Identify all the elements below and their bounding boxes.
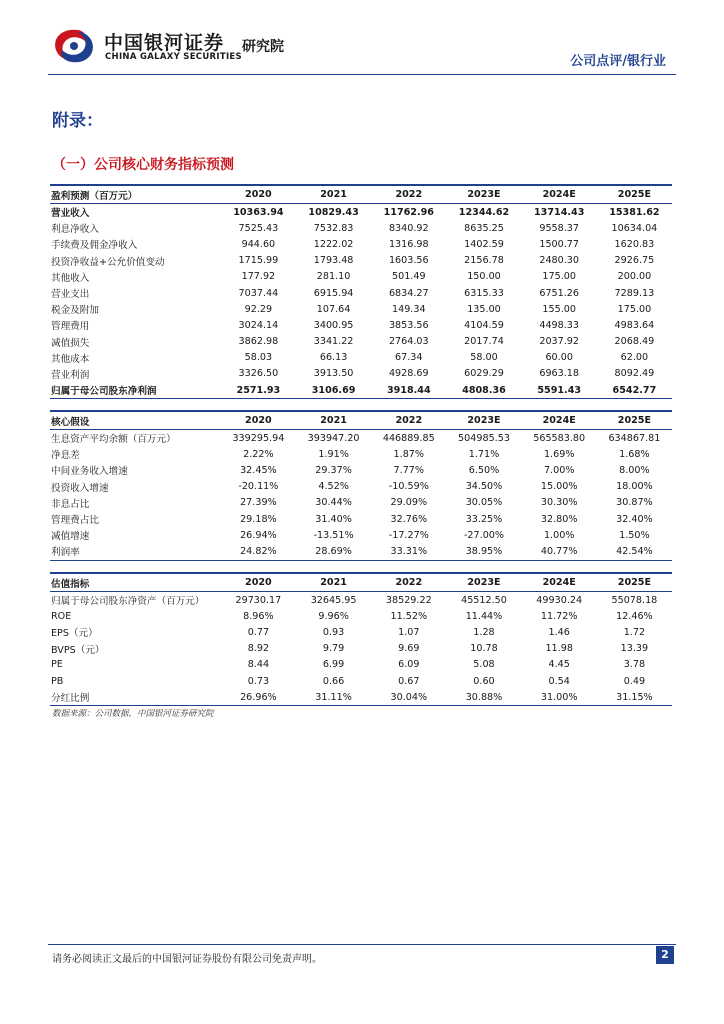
footer-divider [48, 944, 676, 945]
row-label: 减值增速 [51, 531, 90, 543]
cell: 2.22% [243, 448, 274, 460]
row-label: 投资收入增速 [51, 482, 109, 494]
cell: 9.69 [398, 643, 420, 655]
cell: 3024.14 [238, 319, 279, 331]
cell: 26.94% [240, 529, 277, 541]
cell: 8.96% [243, 610, 274, 622]
header-cell: 2023E [467, 577, 501, 588]
row-label: 分红比例 [51, 693, 90, 705]
cell: 11.52% [390, 610, 428, 622]
cell: 32.45% [240, 464, 277, 476]
row-label: ROE [51, 610, 72, 622]
cell: 24.82% [240, 545, 277, 557]
row-label: 利润率 [51, 547, 80, 559]
header-cell: 2021 [320, 577, 347, 588]
table-row [50, 446, 672, 462]
cell: 2017.74 [464, 336, 504, 348]
header-cell: 盈利预测（百万元） [51, 190, 138, 202]
header-cell: 2021 [320, 415, 347, 426]
cell: 3.78 [623, 659, 646, 671]
cell: 175.00 [542, 271, 576, 283]
cell: 29730.17 [235, 594, 282, 606]
cell: 31.11% [315, 691, 352, 703]
cell: 30.88% [465, 691, 503, 703]
cell: -17.27% [388, 529, 429, 541]
cell: 30.05% [465, 497, 503, 509]
cell: 12.46% [616, 610, 653, 622]
row-label: 管理费占比 [51, 515, 99, 527]
table-row [50, 673, 672, 689]
cell: 6542.77 [612, 384, 657, 396]
cell: 1.68% [619, 448, 650, 460]
cell: 1222.02 [313, 238, 354, 250]
cell: 393947.20 [307, 432, 360, 444]
table-row [50, 624, 672, 640]
cell: 2926.75 [614, 255, 655, 267]
cell: 33.25% [465, 513, 503, 525]
row-label: 其他成本 [51, 353, 90, 365]
cell: 6.99 [322, 659, 345, 671]
table-row [50, 301, 672, 317]
cell: 0.67 [398, 675, 420, 687]
cell: 8092.49 [614, 368, 655, 380]
cell: 1603.56 [388, 255, 429, 267]
cell: 38.95% [465, 545, 503, 557]
cell: 66.13 [319, 352, 348, 364]
cell: 135.00 [467, 303, 501, 315]
cell: 3862.98 [238, 336, 279, 348]
cell: 3853.56 [388, 319, 429, 331]
cell: 28.69% [315, 545, 352, 557]
institute-label: 研究院 [242, 39, 284, 55]
cell: 8340.92 [388, 222, 429, 234]
cell: 32.40% [616, 513, 653, 525]
header-cell: 2022 [395, 577, 423, 588]
core-assumptions-table [50, 410, 672, 561]
table-row [50, 511, 672, 527]
cell: 1.46 [548, 626, 570, 638]
cell: 67.34 [395, 352, 423, 364]
table-row [50, 527, 672, 543]
table-row [50, 479, 672, 495]
cell: 58.00 [470, 352, 498, 364]
cell: 15381.62 [609, 206, 660, 218]
cell: 7532.83 [313, 222, 354, 234]
table-row [50, 366, 672, 382]
table-row [50, 236, 672, 252]
cell: 6915.94 [313, 287, 354, 299]
cell: 4983.64 [614, 319, 655, 331]
brand-name-en: CHINA GALAXY SECURITIES [105, 52, 242, 62]
cell: 32.80% [540, 513, 578, 525]
cell: 1.00% [543, 529, 575, 541]
header-cell: 2022 [395, 189, 423, 200]
cell: 1.28 [473, 626, 495, 638]
cell: 175.00 [617, 303, 652, 315]
cell: 1793.48 [313, 255, 354, 267]
cell: 155.00 [542, 303, 576, 315]
table-row [50, 269, 672, 285]
cell: 6.09 [398, 659, 420, 671]
row-label: 投资净收益+公允价值变动 [51, 256, 165, 268]
cell: 1.91% [318, 448, 349, 460]
table-row [50, 317, 672, 333]
cell: 12344.62 [458, 206, 510, 218]
row-label: BVPS（元） [51, 644, 105, 656]
cell: 1402.59 [464, 238, 504, 250]
cell: 31.40% [315, 513, 352, 525]
cell: 6834.27 [388, 287, 429, 299]
brand-name-cn: 中国银河证券 [104, 32, 225, 54]
cell: 7289.13 [614, 287, 655, 299]
cell: 4.45 [548, 659, 570, 671]
header-cell: 2020 [245, 577, 272, 588]
cell: 1.69% [543, 448, 575, 460]
cell: 200.00 [617, 271, 652, 283]
cell: -20.11% [238, 481, 279, 493]
cell: 1620.83 [614, 238, 655, 250]
cell: 15.00% [540, 481, 578, 493]
header-cell: 2024E [542, 577, 576, 588]
header-divider [48, 74, 676, 75]
table-row [50, 592, 672, 608]
cell: 10829.43 [308, 206, 359, 218]
cell: 13714.43 [534, 206, 585, 218]
cell: 11.72% [540, 610, 578, 622]
profit-forecast-table [50, 184, 672, 399]
cell: 6963.18 [539, 368, 580, 380]
cell: 5591.43 [537, 384, 582, 396]
cell: -13.51% [313, 529, 354, 541]
cell: 0.49 [623, 675, 646, 687]
cell: 29.09% [390, 497, 428, 509]
cell: 5.08 [473, 659, 495, 671]
cell: 1316.98 [388, 238, 429, 250]
cell: 9.79 [322, 643, 345, 655]
report-category: 公司点评/银行业 [570, 54, 666, 69]
data-source-note: 数据来源：公司数据，中国银河证券研究院 [52, 709, 214, 719]
cell: 11.44% [465, 610, 503, 622]
row-label: PE [51, 659, 63, 671]
cell: 149.34 [392, 303, 426, 315]
row-label: 税金及附加 [51, 305, 99, 317]
cell: 634867.81 [608, 432, 661, 444]
cell: 339295.94 [232, 432, 285, 444]
header-cell: 核心假设 [51, 416, 90, 428]
cell: 11762.96 [383, 206, 434, 218]
cell: 45512.50 [461, 594, 507, 606]
cell: 1.87% [393, 448, 425, 460]
cell: 0.77 [247, 626, 270, 638]
cell: 42.54% [616, 545, 653, 557]
cell: 2037.92 [539, 336, 580, 348]
cell: 7037.44 [238, 287, 279, 299]
cell: 3400.95 [313, 319, 354, 331]
cell: 49930.24 [536, 594, 583, 606]
cell: 62.00 [620, 352, 649, 364]
cell: -27.00% [463, 529, 505, 541]
cell: 4808.36 [462, 384, 506, 396]
cell: 7.00% [543, 464, 575, 476]
cell: 0.93 [322, 626, 345, 638]
cell: 18.00% [616, 481, 653, 493]
cell: 7525.43 [238, 222, 279, 234]
cell: 4104.59 [464, 319, 504, 331]
cell: 501.49 [392, 271, 426, 283]
cell: 2156.78 [464, 255, 504, 267]
table-row [50, 689, 672, 706]
header-cell: 2025E [617, 577, 652, 588]
cell: 1.07 [398, 626, 420, 638]
table-row [50, 495, 672, 511]
cell: 1.71% [468, 448, 500, 460]
valuation-table [50, 572, 672, 706]
cell: 1500.77 [539, 238, 580, 250]
row-label: 归属于母公司股东净利润 [51, 386, 157, 398]
cell: 565583.80 [533, 432, 586, 444]
header-cell: 估值指标 [51, 578, 90, 590]
cell: 10363.94 [233, 206, 284, 218]
cell: 32645.95 [310, 594, 357, 606]
cell: 10634.04 [611, 222, 658, 234]
row-label: 生息资产平均余额（百万元） [51, 434, 176, 446]
row-label: 减值损失 [51, 337, 90, 349]
cell: 29.18% [240, 513, 277, 525]
cell: 10.78 [470, 643, 498, 655]
cell: 11.98 [545, 643, 573, 655]
table-row [50, 253, 672, 269]
cell: 4498.33 [539, 319, 580, 331]
cell: 6315.33 [464, 287, 504, 299]
header-cell: 2023E [467, 189, 501, 200]
cell: 8635.25 [464, 222, 504, 234]
table-row [50, 285, 672, 301]
header-cell: 2022 [395, 415, 423, 426]
cell: 4928.69 [388, 368, 429, 380]
header-cell: 2024E [542, 415, 576, 426]
cell: 32.76% [390, 513, 428, 525]
galaxy-logo-icon [48, 24, 100, 68]
page-number: 2 [656, 946, 674, 964]
header-cell: 2020 [245, 415, 272, 426]
cell: 0.73 [247, 675, 270, 687]
cell: 26.96% [240, 691, 277, 703]
cell: 6029.29 [464, 368, 504, 380]
cell: 3341.22 [313, 336, 354, 348]
cell: 60.00 [545, 352, 573, 364]
cell: 0.54 [548, 675, 570, 687]
cell: 504985.53 [458, 432, 510, 444]
cell: 31.15% [616, 691, 653, 703]
cell: 40.77% [540, 545, 578, 557]
header-cell: 2025E [617, 189, 652, 200]
row-label: 非息占比 [51, 498, 90, 510]
cell: 3918.44 [386, 384, 431, 396]
cell: 29.37% [315, 464, 352, 476]
table-row [50, 382, 672, 399]
appendix-title: 附录： [52, 111, 103, 131]
cell: 30.04% [390, 691, 428, 703]
cell: 150.00 [467, 271, 501, 283]
header-cell: 2021 [320, 189, 347, 200]
cell: 8.44 [247, 659, 270, 671]
cell: 0.66 [322, 675, 345, 687]
cell: 4.52% [318, 481, 349, 493]
table-row [50, 430, 672, 446]
cell: 0.60 [473, 675, 495, 687]
cell: 177.92 [241, 271, 276, 283]
cell: 7.77% [393, 464, 425, 476]
cell: 38529.22 [385, 594, 432, 606]
header-cell: 2020 [245, 189, 272, 200]
row-label: 营业支出 [51, 289, 90, 301]
cell: 30.44% [315, 497, 352, 509]
cell: 281.10 [316, 271, 351, 283]
cell: 2480.30 [539, 255, 580, 267]
cell: 6.50% [468, 464, 500, 476]
cell: 58.03 [244, 352, 273, 364]
cell: 1.72 [623, 626, 646, 638]
row-label: 营业收入 [51, 208, 90, 220]
cell: 446889.85 [382, 432, 435, 444]
cell: 2068.49 [614, 336, 655, 348]
cell: 30.30% [540, 497, 578, 509]
cell: 2764.03 [388, 336, 429, 348]
cell: 30.87% [616, 497, 653, 509]
cell: -10.59% [388, 481, 429, 493]
row-label: PB [51, 675, 64, 687]
cell: 944.60 [241, 238, 276, 250]
row-label: 中间业务收入增速 [51, 466, 128, 478]
header-cell: 2025E [617, 415, 652, 426]
row-label: 其他收入 [51, 272, 90, 284]
cell: 3326.50 [238, 368, 279, 380]
cell: 92.29 [244, 303, 273, 315]
row-label: 利息净收入 [51, 224, 99, 236]
cell: 9.96% [318, 610, 349, 622]
cell: 3913.50 [313, 368, 354, 380]
cell: 31.00% [540, 691, 578, 703]
cell: 2571.93 [236, 384, 281, 396]
cell: 55078.18 [611, 594, 658, 606]
table-header-row [50, 572, 672, 592]
table-row [50, 641, 672, 657]
row-label: EPS（元） [51, 628, 98, 640]
cell: 33.31% [390, 545, 428, 557]
cell: 34.50% [465, 481, 503, 493]
disclaimer-text: 请务必阅读正文最后的中国银河证券股份有限公司免责声明。 [52, 954, 322, 965]
row-label: 归属于母公司股东净资产（百万元） [51, 596, 205, 608]
cell: 8.92 [247, 643, 270, 655]
cell: 13.39 [620, 643, 649, 655]
table-header-row [50, 184, 672, 204]
cell: 107.64 [316, 303, 351, 315]
cell: 3106.69 [311, 384, 356, 396]
row-label: 管理费用 [51, 321, 90, 333]
table-row [50, 334, 672, 350]
row-label: 营业利润 [51, 369, 90, 381]
row-label: 净息差 [51, 450, 80, 462]
table-row [50, 350, 672, 366]
table-row [50, 608, 672, 624]
table-row [50, 657, 672, 673]
cell: 9558.37 [539, 222, 580, 234]
cell: 8.00% [619, 464, 650, 476]
header-cell: 2024E [542, 189, 576, 200]
header-cell: 2023E [467, 415, 501, 426]
table-row [50, 543, 672, 560]
cell: 1.50% [619, 529, 650, 541]
table-row [50, 220, 672, 236]
cell: 6751.26 [539, 287, 580, 299]
section-title: （一）公司核心财务指标预测 [52, 157, 234, 173]
cell: 1715.99 [238, 255, 279, 267]
cell: 27.39% [240, 497, 277, 509]
table-row [50, 462, 672, 478]
row-label: 手续费及佣金净收入 [51, 240, 138, 252]
table-header-row [50, 410, 672, 430]
table-row [50, 204, 672, 220]
